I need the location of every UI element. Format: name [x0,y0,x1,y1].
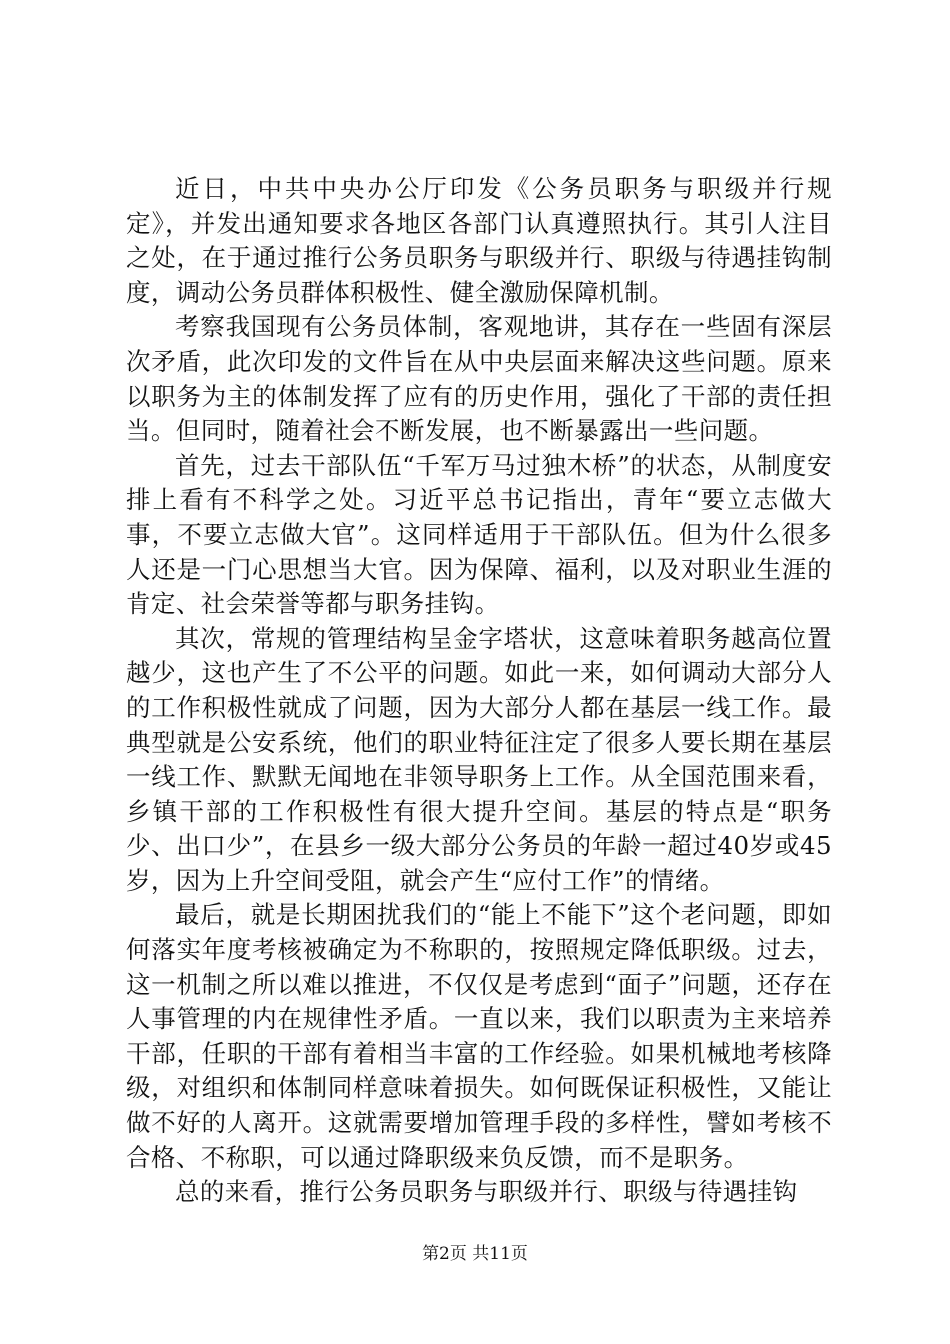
paragraph-1: 近日，中共中央办公厅印发《公务员职务与职级并行规定》，并发出通知要求各地区各部门认真遵照执行。其引人注目之处，在于通过推行公务员职务与职级并行、职级与待遇挂钩制度，调动公务员群体积极性、健全激励保障机制。 [126,174,832,307]
document-body [126,172,832,1210]
paragraph-4: 其次，常规的管理结构呈金字塔状，这意味着职务越高位置越少，这也产生了不公平的问题。如此一来，如何调动大部分人的工作积极性就成了问题，因为大部分人都在基层一线工作。最典型就是公安系统，他们的职业特征注定了很多人要长期在基层一线工作、默默无闻地在非领导职务上工作。从全国范围来看，乡镇干部的工作积极性有很大提升空间。基层的特点是“职务少、出口少”，在县乡一级大部分公务员的年龄一超过40岁或45岁，因为上升空间受阻，就会产生“应付工作”的情绪。 [126,623,832,895]
paragraph-6: 总的来看，推行公务员职务与职级并行、职级与待遇挂钩 [175,1177,798,1207]
paragraph-2: 考察我国现有公务员体制，客观地讲，其存在一些固有深层次矛盾，此次印发的文件旨在从中央层面来解决这些问题。原来以职务为主的体制发挥了应有的历史作用，强化了干部的责任担当。但同时，随着社会不断发展，也不断暴露出一些问题。 [126,312,832,446]
page-footer: 第2页 共11页 [422,1244,528,1264]
paragraph-5: 最后，就是长期困扰我们的“能上不能下”这个老问题，即如何落实年度考核被确定为不称职的，按照规定降低职级。过去，这一机制之所以难以推进，不仅仅是考虑到“面子”问题，还存在人事管理的内在规律性矛盾。一直以来，我们以职责为主来培养干部，任职的干部有着相当丰富的工作经验。如果机械地考核降级，对组织和体制同样意味着损失。如何既保证积极性，又能让做不好的人离开。这就需要增加管理手段的多样性，譬如考核不合格、不称职，可以通过降职级来负反馈，而不是职务。 [126,900,832,1172]
paragraph-3: 首先，过去干部队伍“千军万马过独木桥”的状态，从制度安排上看有不科学之处。习近平总书记指出，青年“要立志做大事，不要立志做大官”。这同样适用于干部队伍。但为什么很多人还是一门心思想当大官。因为保障、福利，以及对职业生涯的肯定、社会荣誉等都与职务挂钩。 [126,450,832,619]
